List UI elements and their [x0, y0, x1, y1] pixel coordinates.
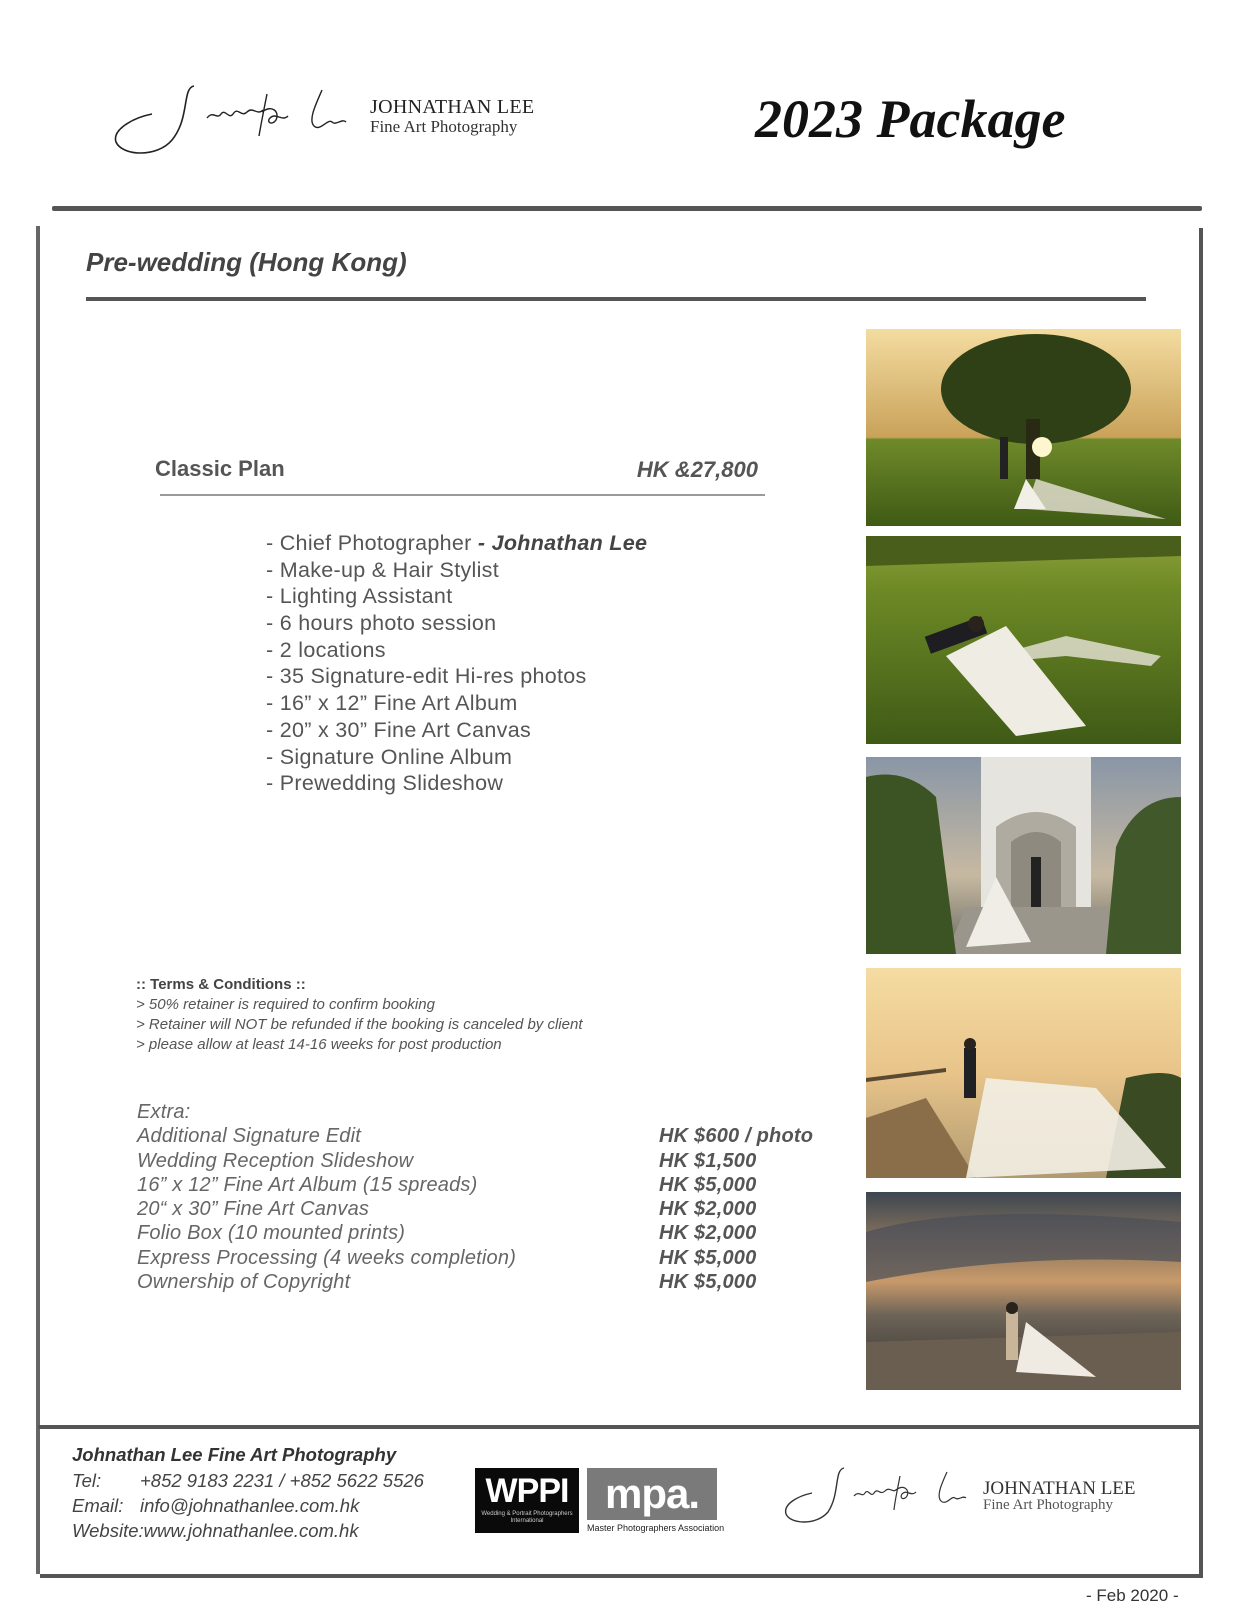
- extras-price: HK $5,000: [659, 1173, 757, 1196]
- lighthouse-photo: [866, 757, 1181, 954]
- extras-price: HK $600 / photo: [659, 1125, 814, 1148]
- mountain-dusk-photo: [866, 1192, 1181, 1390]
- extras-row: [137, 1270, 837, 1294]
- footer-website: Website:www.johnathanlee.com.hk: [72, 1520, 359, 1541]
- extras-price: HK $1,500: [659, 1149, 757, 1172]
- extras-label: Ownership of Copyright: [137, 1271, 351, 1294]
- feature-item: - 16” x 12” Fine Art Album: [266, 691, 518, 716]
- terms-item: > 50% retainer is required to confirm booking: [136, 996, 435, 1013]
- extras-price: HK $5,000: [659, 1246, 757, 1269]
- feature-list: [266, 530, 647, 797]
- feature-item: - 35 Signature-edit Hi-res photos: [266, 664, 587, 689]
- feature-item: - 2 locations: [266, 637, 386, 662]
- lawn-lying-photo: [866, 536, 1181, 744]
- extras-row: [137, 1173, 837, 1197]
- footer-company: Johnathan Lee Fine Art Photography: [72, 1444, 397, 1465]
- extras-label: 20“ x 30” Fine Art Canvas: [137, 1198, 370, 1221]
- terms-block: [136, 975, 583, 1055]
- tree-sunset-photo: [866, 329, 1181, 526]
- feature-item: - Make-up & Hair Stylist: [266, 557, 500, 582]
- plan-price: HK &27,800: [636, 457, 758, 482]
- footer-email: Email: info@johnathanlee.com.hk: [72, 1495, 360, 1516]
- frame-right-border: [1199, 228, 1203, 1574]
- frame-left-border: [36, 226, 40, 1574]
- extras-title: Extra:: [137, 1101, 191, 1123]
- brand-name: JOHNATHAN LEE: [370, 96, 535, 118]
- frame-bottom-border: [40, 1574, 1203, 1578]
- extras-price: HK $5,000: [659, 1271, 757, 1294]
- extras-label: Folio Box (10 mounted prints): [137, 1222, 406, 1245]
- extras-row: [137, 1149, 837, 1173]
- extras-price: HK $2,000: [659, 1198, 757, 1221]
- mpa-logo: mpa. Master Photographers Association: [587, 1470, 725, 1533]
- plan-divider: [160, 494, 765, 496]
- frame-footer-divider: [38, 1425, 1203, 1429]
- feature-item: - 6 hours photo session: [266, 611, 497, 636]
- signature-logo: [112, 78, 372, 163]
- terms-item: > please allow at least 14-16 weeks for post production: [136, 1036, 502, 1053]
- feature-item: - Signature Online Album: [266, 744, 513, 769]
- section-divider: [86, 297, 1146, 301]
- extras-row: [137, 1246, 837, 1270]
- frame-top-border: [52, 206, 1202, 211]
- feature-item: - Chief Photographer - Johnathan Lee: [266, 531, 648, 555]
- feature-item: - Prewedding Slideshow: [266, 771, 504, 796]
- page-title: 2023 Package: [755, 89, 1066, 149]
- section-title: Pre-wedding (Hong Kong): [86, 247, 407, 277]
- footer-signature-logo: [782, 1462, 982, 1532]
- extras-label: Wedding Reception Slideshow: [137, 1149, 414, 1172]
- extras-label: Additional Signature Edit: [137, 1125, 362, 1148]
- extras-row: [137, 1221, 837, 1245]
- brand-subtitle: Fine Art Photography: [370, 117, 518, 136]
- feature-item: - Lighting Assistant: [266, 584, 453, 609]
- extras-label: Express Processing (4 weeks completion): [137, 1246, 517, 1269]
- date-note: - Feb 2020 -: [1086, 1586, 1179, 1605]
- footer-brand-name: JOHNATHAN LEE: [983, 1478, 1136, 1499]
- extras-price: HK $2,000: [659, 1222, 757, 1245]
- terms-title: :: Terms & Conditions ::: [136, 976, 306, 993]
- terms-item: > Retainer will NOT be refunded if the booking is canceled by client: [136, 1016, 583, 1033]
- extras-row: [137, 1124, 837, 1148]
- extras-row: [137, 1197, 837, 1221]
- plan-name: Classic Plan: [155, 456, 285, 481]
- feature-item: - 20” x 30” Fine Art Canvas: [266, 717, 532, 742]
- extras-label: 16” x 12” Fine Art Album (15 spreads): [137, 1173, 478, 1196]
- footer-brand-subtitle: Fine Art Photography: [983, 1497, 1113, 1513]
- wppi-logo: WPPI Wedding & Portrait Photographers International: [475, 1468, 579, 1533]
- extras-block: [137, 1100, 837, 1294]
- mist-path-photo: [866, 968, 1181, 1178]
- footer-tel: Tel: +852 9183 2231 / +852 5622 5526: [72, 1470, 424, 1491]
